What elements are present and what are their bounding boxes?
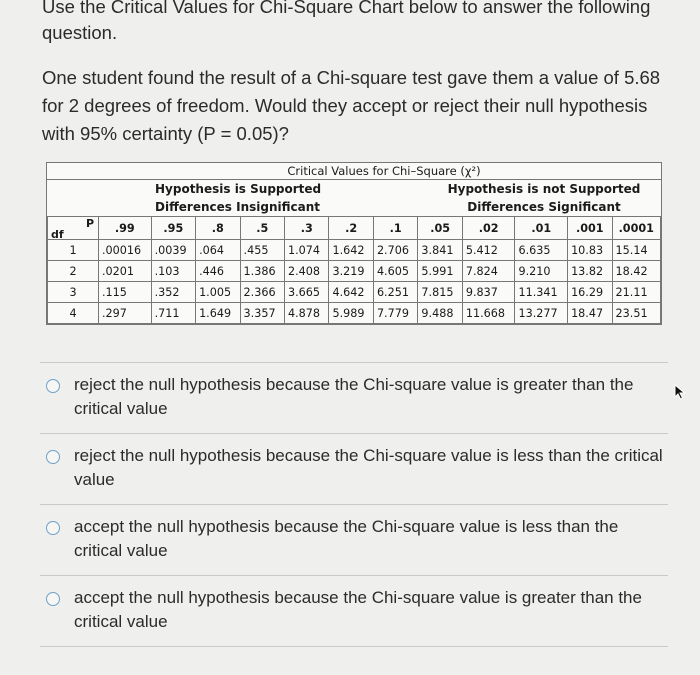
value-cell: 4.642 xyxy=(329,282,373,303)
radio-button-icon[interactable] xyxy=(46,379,60,393)
supported-heading-line2: Differences Insignificant xyxy=(155,200,320,214)
value-cell: 16.29 xyxy=(568,282,612,303)
p-values-row xyxy=(48,217,661,240)
df-cell: 2 xyxy=(48,261,99,282)
value-cell: 1.386 xyxy=(240,261,284,282)
answer-option-3[interactable] xyxy=(40,505,668,575)
value-cell: 3.219 xyxy=(329,261,373,282)
value-cell: 3.841 xyxy=(418,240,462,261)
p-value-cell: .001 xyxy=(568,217,612,240)
divider xyxy=(40,646,668,647)
value-cell: .352 xyxy=(151,282,195,303)
not-supported-heading-line1: Hypothesis is not Supported xyxy=(447,182,641,196)
value-cell: 23.51 xyxy=(612,303,660,324)
p-value-cell: .2 xyxy=(329,217,373,240)
value-cell: .0039 xyxy=(151,240,195,261)
value-cell: .00016 xyxy=(99,240,152,261)
value-cell: 9.210 xyxy=(515,261,568,282)
value-cell: 18.42 xyxy=(612,261,660,282)
radio-button-icon[interactable] xyxy=(46,592,60,606)
instructions-text: Use the Critical Values for Chi-Square Chart below to answer the following question. xyxy=(42,0,651,43)
value-cell: .103 xyxy=(151,261,195,282)
p-label: P xyxy=(85,217,94,230)
value-cell: .711 xyxy=(151,303,195,324)
value-cell: 6.251 xyxy=(373,282,417,303)
chi-square-table xyxy=(46,162,662,325)
radio-button-icon[interactable] xyxy=(46,450,60,464)
p-value-cell: .99 xyxy=(99,217,152,240)
value-cell: 2.408 xyxy=(285,261,329,282)
value-cell: .455 xyxy=(240,240,284,261)
value-cell: 6.635 xyxy=(515,240,568,261)
value-cell: .064 xyxy=(196,240,240,261)
value-cell: 1.642 xyxy=(329,240,373,261)
answer-options xyxy=(40,362,668,647)
value-cell: .115 xyxy=(99,282,152,303)
p-value-cell: .05 xyxy=(418,217,462,240)
answer-option-4[interactable] xyxy=(40,576,668,646)
not-supported-heading xyxy=(427,180,661,216)
answer-option-label: accept the null hypothesis because the Chi-square value is greater than the critical value xyxy=(74,588,642,631)
value-cell: 13.277 xyxy=(515,303,568,324)
critical-values-grid xyxy=(47,216,661,324)
table-row xyxy=(48,261,661,282)
df-cell: 1 xyxy=(48,240,99,261)
value-cell: 3.665 xyxy=(285,282,329,303)
value-cell: 7.815 xyxy=(418,282,462,303)
p-value-cell: .3 xyxy=(285,217,329,240)
value-cell: 4.878 xyxy=(285,303,329,324)
p-value-cell: .01 xyxy=(515,217,568,240)
value-cell: 5.412 xyxy=(462,240,515,261)
value-cell: .297 xyxy=(99,303,152,324)
value-cell: 7.779 xyxy=(373,303,417,324)
value-cell: 5.989 xyxy=(329,303,373,324)
table-caption: Critical Values for Chi–Square (χ²) xyxy=(287,164,481,178)
df-cell: 3 xyxy=(48,282,99,303)
value-cell: 4.605 xyxy=(373,261,417,282)
df-cell: 4 xyxy=(48,303,99,324)
p-value-cell: .8 xyxy=(196,217,240,240)
value-cell: 15.14 xyxy=(612,240,660,261)
radio-button-icon[interactable] xyxy=(46,521,60,535)
p-value-cell: .5 xyxy=(240,217,284,240)
value-cell: 11.668 xyxy=(462,303,515,324)
df-label: df xyxy=(51,228,64,241)
answer-option-label: reject the null hypothesis because the Chi-square value is less than the critical value xyxy=(74,446,663,489)
value-cell: 2.706 xyxy=(373,240,417,261)
answer-option-label: accept the null hypothesis because the Chi-square value is less than the critical value xyxy=(74,517,619,560)
value-cell: 18.47 xyxy=(568,303,612,324)
table-row xyxy=(48,303,661,324)
supported-heading-line1: Hypothesis is Supported xyxy=(155,182,322,196)
p-value-cell: .1 xyxy=(373,217,417,240)
p-value-cell: .02 xyxy=(462,217,515,240)
p-df-corner-cell xyxy=(48,217,99,240)
value-cell: 1.005 xyxy=(196,282,240,303)
value-cell: 9.488 xyxy=(418,303,462,324)
value-cell: 7.824 xyxy=(462,261,515,282)
not-supported-heading-line2: Differences Significant xyxy=(467,200,621,214)
value-cell: 1.074 xyxy=(285,240,329,261)
value-cell: 13.82 xyxy=(568,261,612,282)
value-cell: 9.837 xyxy=(462,282,515,303)
p-value-cell: .95 xyxy=(151,217,195,240)
hypothesis-header xyxy=(47,179,661,216)
mouse-cursor-icon xyxy=(674,384,688,400)
supported-heading xyxy=(47,180,427,216)
value-cell: 3.357 xyxy=(240,303,284,324)
value-cell: 10.83 xyxy=(568,240,612,261)
value-cell: 1.649 xyxy=(196,303,240,324)
answer-option-2[interactable] xyxy=(40,434,668,504)
answer-option-1[interactable] xyxy=(40,363,668,433)
value-cell: 11.341 xyxy=(515,282,568,303)
answer-option-label: reject the null hypothesis because the Chi-square value is greater than the critical value xyxy=(74,375,634,418)
value-cell: 2.366 xyxy=(240,282,284,303)
value-cell: 21.11 xyxy=(612,282,660,303)
value-cell: .0201 xyxy=(99,261,152,282)
value-cell: 5.991 xyxy=(418,261,462,282)
value-cell: .446 xyxy=(196,261,240,282)
question-text: One student found the result of a Chi-square test gave them a value of 5.68 for 2 degrees of freedom. Would they accept or reject their null hypothesis with 95% certainty (P = 0.05)? xyxy=(42,67,661,144)
table-row xyxy=(48,240,661,261)
table-row xyxy=(48,282,661,303)
p-value-cell: .0001 xyxy=(612,217,660,240)
